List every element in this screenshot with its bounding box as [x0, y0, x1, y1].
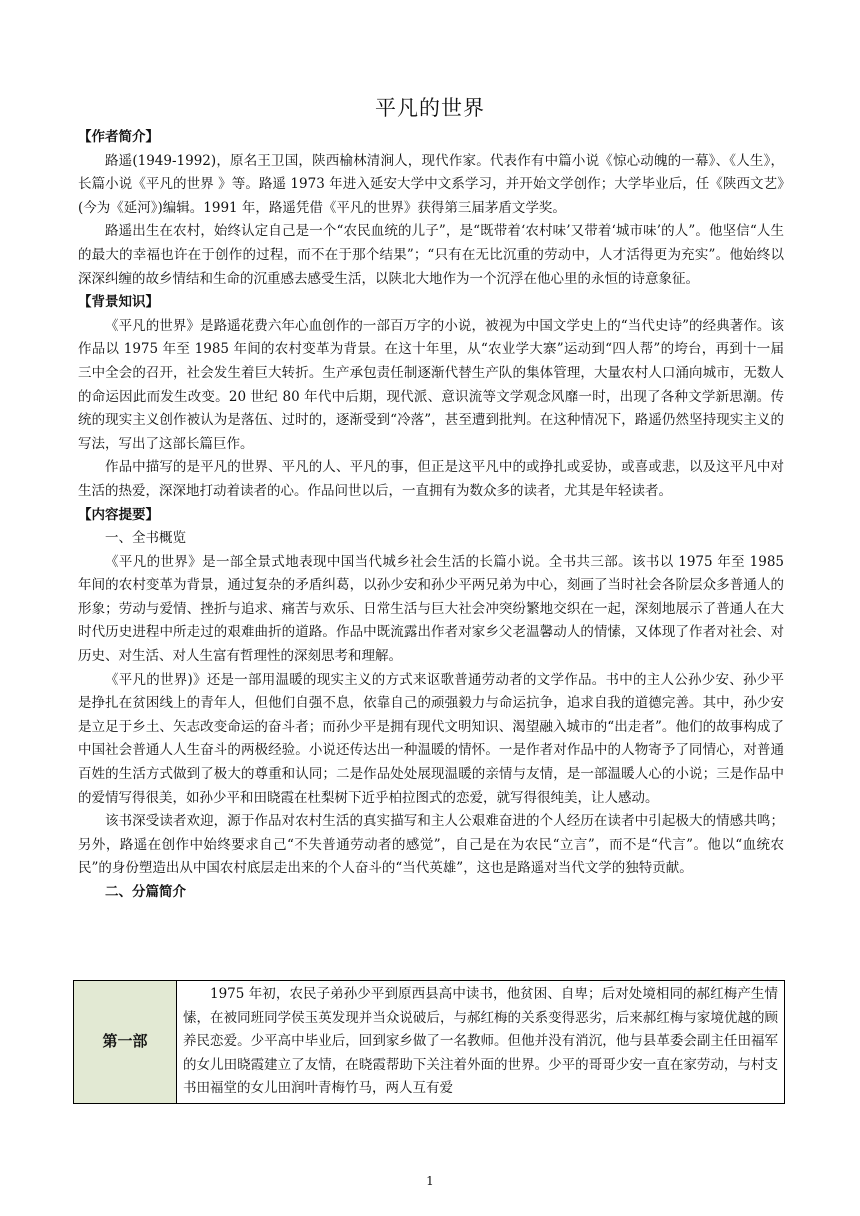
author-paragraph-2: 路遥出生在农村，始终认定自己是一个“农民血统的儿子”，是“既带着‘农村味’又带着‘城市味’的人”。他坚信“人生的最大的幸福也许在于创作的过程，而不在于那个结果”；“只有在无比沉重的劳动中，人才活得更为充实”。他始终以深深纠缠的故乡情结和生命的沉重感去感受生活，以陕北大地作为一个沉浮在他心里的永恒的诗意象征。	[78, 223, 784, 287]
summary-paragraph-3: 该书深受读者欢迎，源于作品对农村生活的真实描写和主人公艰难奋进的个人经历在读者中引起极大的情感共鸣；另外，路遥在创作中始终要求自己“不失普通劳动者的感觉”，自己是在为农民“立言”，而不是“代言”。他以“血统农民”的身份塑造出从中国农村底层走出来的个人奋斗的“当代英雄”，这也是路遥对当代文学的独特贡献。	[78, 813, 784, 877]
parts-table	[73, 980, 785, 1104]
page-number: 1	[426, 1174, 434, 1188]
part-label: 第一部	[74, 981, 177, 1104]
summary-paragraph-1: 《平凡的世界》是一部全景式地表现中国当代城乡社会生活的长篇小说。全书共三部。该书以 1975 年至 1985 年间的农村变革为背景，通过复杂的矛盾纠葛，以孙少安和孙少平两兄弟为中心，刻画了当时社会各阶层众多普通人的形象；劳动与爱情、挫折与追求、痛苦与欢乐、日常生活与巨大社会冲突纷繁地交织在一起，深刻地展示了普通人在大时代历史进程中所走过的艰难曲折的道路。作品中既流露出作者对家乡父老温馨动人的情愫，又体现了作者对社会、对历史、对生活、对人生富有哲理性的深刻思考和理解。	[78, 553, 784, 665]
part-description: 1975 年初，农民子弟孙少平到原西县高中读书，他贫困、自卑；后对处境相同的郝红梅产生情愫，在被同班同学侯玉英发现并当众说破后，与郝红梅的关系变得恶劣，后来郝红梅与家境优越的顾养民恋爱。少平高中毕业后，回到家乡做了一名教师。但他并没有消沉，他与县革委会副主任田福军的女儿田晓霞建立了友情，在晓霞帮助下关注着外面的世界。少平的哥哥少安一直在家劳动，与村支书田福堂的女儿田润叶青梅竹马，两人互有爱	[177, 981, 785, 1104]
summary-subheading-overview: 一、全书概览	[105, 530, 186, 547]
table-row	[74, 981, 785, 1104]
summary-paragraph-2: 《平凡的世界)》还是一部用温暖的现实主义的方式来讴歌普通劳动者的文学作品。书中的主人公孙少安、孙少平是挣扎在贫困线上的青年人，但他们自强不息，依靠自己的顽强毅力与命运抗争，追求自我的道德完善。其中，孙少安是立足于乡土、矢志改变命运的奋斗者；而孙少平是拥有现代文明知识、渴望融入城市的“出走者”。他们的故事构成了中国社会普通人人生奋斗的两极经验。小说还传达出一种温暖的情怀。一是作者对作品中的人物寄予了同情心，对普通百姓的生活方式做到了极大的尊重和认同；二是作品处处展现温暖的亲情与友情，是一部温暖人心的小说；三是作品中的爱情写得很美，如孙少平和田晓霞在杜梨树下近乎柏拉图式的恋爱，就写得很纯美，让人感动。	[78, 671, 784, 806]
section-heading-summary: 【内容提要】	[78, 506, 159, 523]
author-paragraph-1: 路遥(1949-1992)，原名王卫国，陕西榆林清涧人，现代作家。代表作有中篇小说《惊心动魄的一幕》、《人生》，长篇小说《平凡的世界 》等。路遥 1973 年进入延安大学中文系学习，并开始文学创作；大学毕业后，任《陕西文艺》(今为《延河》)编辑。1991 年，路遥凭借《平凡的世界》获得第三届茅盾文学奖。	[78, 152, 784, 216]
background-paragraph-2: 作品中描写的是平凡的世界、平凡的人、平凡的事，但正是这平凡中的或挣扎或妥协，或喜或悲，以及这平凡中对生活的热爱，深深地打动着读者的心。作品问世以后，一直拥有为数众多的读者，尤其是年轻读者。	[78, 459, 784, 499]
summary-subheading-parts: 二、分篇简介	[105, 884, 186, 900]
section-heading-background: 【背景知识】	[78, 294, 159, 311]
section-heading-author: 【作者简介】	[78, 129, 159, 145]
background-paragraph-1: 《平凡的世界》是路遥花费六年心血创作的一部百万字的小说，被视为中国文学史上的“当代史诗”的经典著作。该作品以 1975 年至 1985 年间的农村变革为背景。在这十年里，从“农业学大寨”运动到“四人帮”的垮台，再到十一届三中全会的召开，社会发生着巨大转折。生产承包责任制逐渐代替生产队的集体管理，大量农村人口涌向城市，无数人的命运因此而发生改变。20 世纪 80 年代中后期，现代派、意识流等文学观念风靡一时，出现了各种文学新思潮。传统的现实主义创作被认为是落伍、过时的，逐渐受到“冷落”，甚至遭到批判。在这种情况下，路遥仍然坚持现实主义的写法，写出了这部长篇巨作。	[78, 317, 784, 452]
document-title: 平凡的世界	[375, 96, 485, 120]
document-body	[78, 126, 784, 905]
